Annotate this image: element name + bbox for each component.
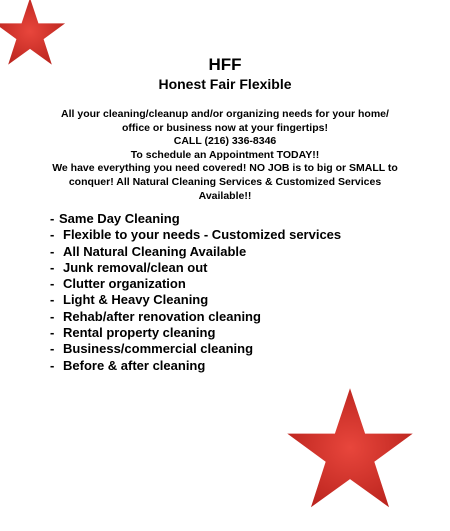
list-item [50,292,341,308]
list-item [50,211,341,227]
phone-line: CALL (216) 336-8346 [173,135,277,148]
list-item [50,341,341,357]
service-label: Flexible to your needs - Customized services [63,227,342,243]
bullet-dash: - [50,227,55,243]
service-label: Clutter organization [63,276,186,292]
bullet-dash: - [50,357,55,373]
page-title: HFF [208,55,242,74]
service-label: Same Day Cleaning [59,211,180,226]
intro-line: We have everything you need covered! NO JOB is to big or SMALL to [52,162,398,175]
list-item [50,260,341,276]
service-label: Junk removal/clean out [63,259,208,275]
intro-line: All your cleaning/cleanup and/or organizing needs for your home/ [61,108,389,120]
service-label: Light & Heavy Cleaning [63,292,209,308]
list-item [50,309,341,325]
star-icon [286,388,414,510]
intro-line: conquer! All Natural Cleaning Services & Customized Services [68,175,382,188]
bullet-dash: - [50,325,55,341]
intro-line: office or business now at your fingertips! [122,121,328,134]
list-item [50,227,341,243]
bullet-dash: - [50,276,55,292]
service-label: Rehab/after renovation cleaning [63,308,261,324]
service-label: Business/commercial cleaning [63,341,254,357]
list-item [50,358,341,374]
intro-paragraph [40,108,410,203]
bullet-dash: - [50,243,55,259]
services-list [50,211,341,374]
service-label: Before & after cleaning [63,357,206,373]
bullet-dash: - [50,259,55,275]
intro-line: Available!! [198,189,252,202]
list-item [50,276,341,292]
bullet-dash: - [50,292,55,308]
bullet-dash: - [50,341,55,357]
intro-line: To schedule an Appointment TODAY!! [130,148,320,161]
service-label: Rental property cleaning [63,325,216,341]
service-label: All Natural Cleaning Available [63,243,247,259]
bullet-dash: - [50,211,55,226]
page-subtitle: Honest Fair Flexible [158,76,292,92]
bullet-dash: - [50,308,55,324]
list-item [50,244,341,260]
list-item [50,325,341,341]
